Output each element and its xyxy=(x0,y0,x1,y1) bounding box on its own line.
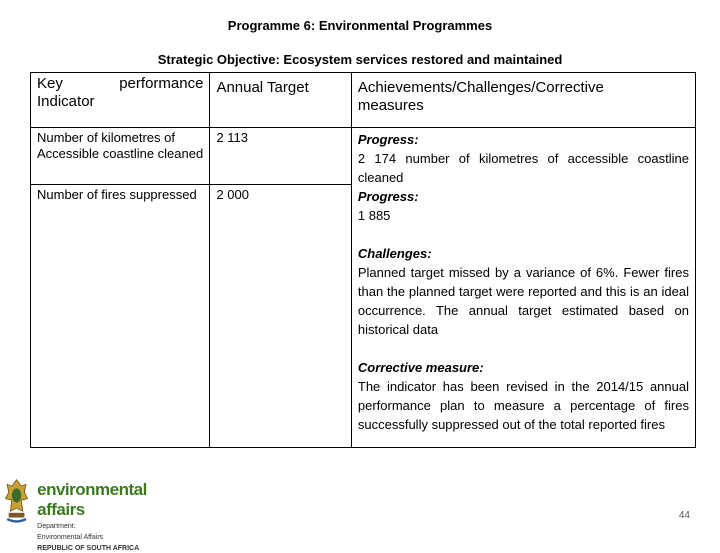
header-kpi-word2: performance xyxy=(119,75,204,92)
brand-name: environmental affairs xyxy=(37,480,147,519)
table-header-row xyxy=(31,73,696,128)
table-row xyxy=(31,128,696,185)
progress-label: Progress: xyxy=(357,189,419,204)
challenges-text: Planned target missed by a variance of 6%. Fewer fires than the planned target were reported and this is an ideal occurrence. The annual target estimated based on historical data xyxy=(357,265,689,337)
brand-block xyxy=(37,480,164,553)
dept-line1: Department: xyxy=(37,523,76,530)
strategic-objective: Strategic Objective: Ecosystem services restored and maintained xyxy=(157,52,563,67)
header-annual-target: Annual Target xyxy=(210,73,351,128)
progress-text: 1 885 xyxy=(357,208,391,223)
progress-label: Progress: xyxy=(357,132,419,147)
header-kpi-word1: Key xyxy=(37,75,63,92)
header-achievements-line2: measures xyxy=(357,97,424,114)
challenges-label: Challenges: xyxy=(357,246,432,261)
target-cell: 2 000 xyxy=(210,185,351,448)
programme-title: Programme 6: Environmental Programmes xyxy=(227,18,493,33)
header-kpi xyxy=(31,73,210,128)
achievements-cell xyxy=(351,128,695,448)
header-achievements-line1: Achievements/Challenges/Corrective xyxy=(357,79,604,96)
kpi-table xyxy=(30,72,696,448)
header-kpi-word3: Indicator xyxy=(37,93,95,110)
indicator-cell: Number of kilometres of Accessible coastline cleaned xyxy=(31,128,210,185)
page-number: 44 xyxy=(678,510,690,521)
target-cell: 2 113 xyxy=(210,128,351,185)
corrective-label: Corrective measure: xyxy=(357,360,484,375)
indicator-cell: Number of fires suppressed xyxy=(31,185,210,448)
department-logo xyxy=(4,470,164,552)
header-achievements xyxy=(351,73,695,128)
coat-of-arms-icon xyxy=(4,470,29,532)
corrective-text: The indicator has been revised in the 2014/15 annual performance plan to measure a percentage of fires successfully suppressed out of the total reported fires xyxy=(357,379,689,432)
progress-text: 2 174 number of kilometres of accessible coastline cleaned xyxy=(357,151,689,185)
country-name: REPUBLIC OF SOUTH AFRICA xyxy=(37,545,140,552)
dept-line2: Environmental Affairs xyxy=(37,534,104,541)
